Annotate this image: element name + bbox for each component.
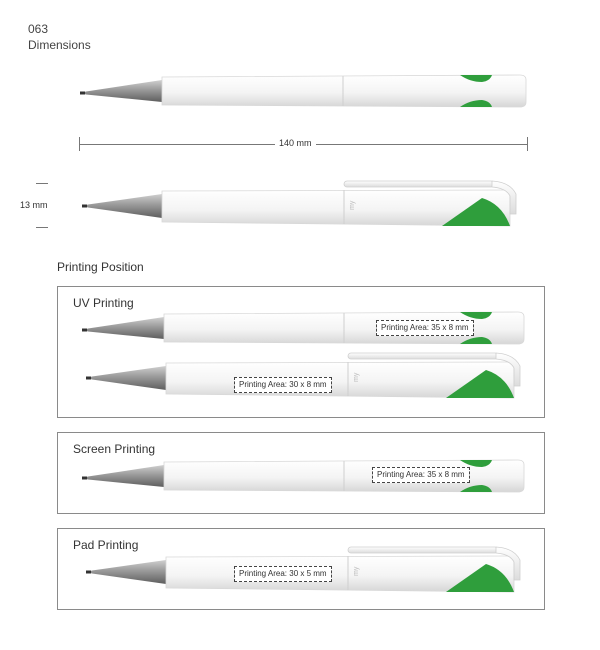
pen-clip-view xyxy=(82,180,532,232)
pad-print-area-label: Printing Area: 30 x 5 mm xyxy=(234,566,332,582)
uv-print-area-label-2: Printing Area: 30 x 8 mm xyxy=(234,377,332,393)
brand-logo xyxy=(353,566,360,576)
svg-text:my: my xyxy=(353,372,360,382)
page-title: Dimensions xyxy=(28,38,91,52)
length-label: 140 mm xyxy=(275,138,316,148)
section-heading-printing-position: Printing Position xyxy=(57,260,144,274)
length-tick-right xyxy=(527,137,528,151)
svg-text:my: my xyxy=(349,200,356,210)
product-code: 063 xyxy=(28,22,49,36)
screen-print-area-label: Printing Area: 35 x 8 mm xyxy=(372,467,470,483)
brand-logo xyxy=(353,372,360,382)
uv-printing-title: UV Printing xyxy=(73,296,134,310)
height-label: 13 mm xyxy=(20,200,48,210)
height-tick-top xyxy=(36,183,48,184)
uv-print-area-label-1: Printing Area: 35 x 8 mm xyxy=(376,320,474,336)
height-tick-bottom xyxy=(36,227,48,228)
pen-side-view xyxy=(80,71,530,111)
length-tick-left xyxy=(79,137,80,151)
svg-text:my: my xyxy=(353,566,360,576)
pad-printing-title: Pad Printing xyxy=(73,538,139,552)
brand-logo xyxy=(349,200,356,210)
screen-printing-title: Screen Printing xyxy=(73,442,156,456)
